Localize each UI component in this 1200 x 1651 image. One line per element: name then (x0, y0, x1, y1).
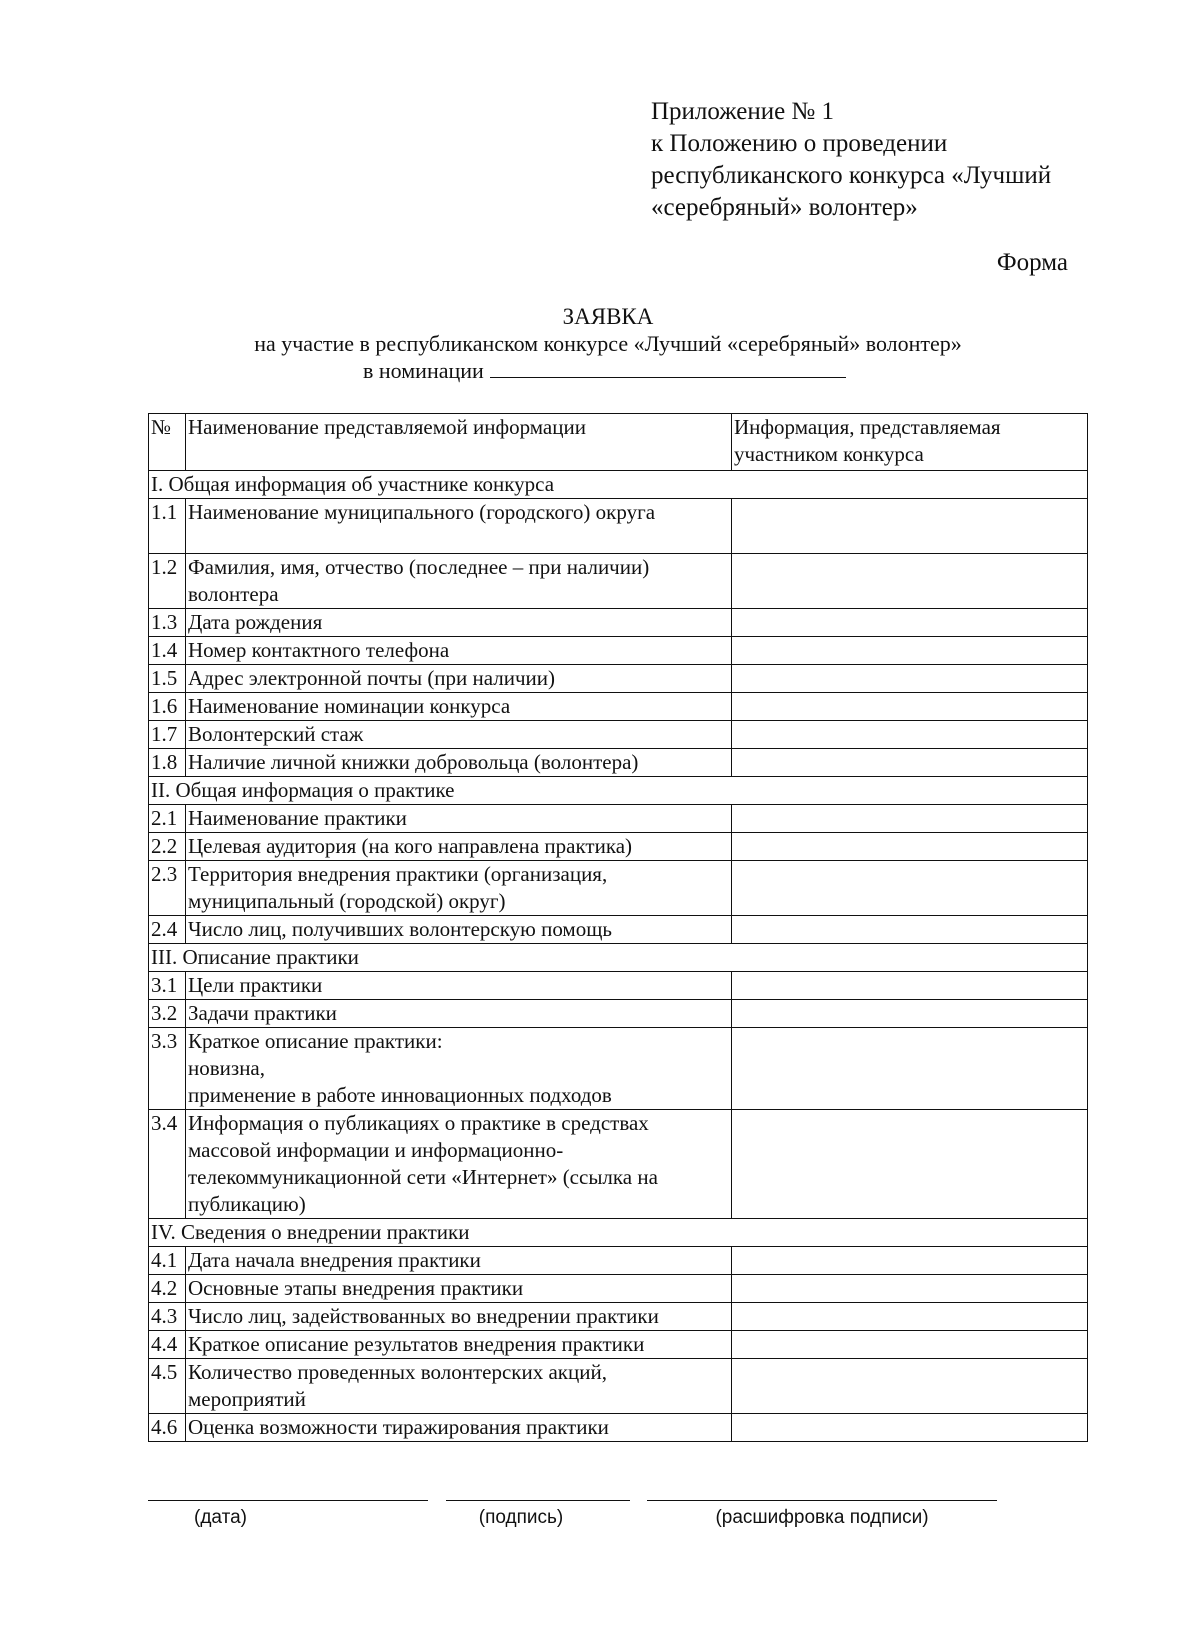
row-value-cell[interactable] (732, 693, 1088, 721)
row-label: Информация о публикациях о практике в средствах массовой информации и информационно-телекоммуникационной сети «Интернет» (ссылка на публикацию) (186, 1110, 732, 1219)
application-table (148, 413, 1088, 1442)
row-number: 1.2 (149, 554, 186, 609)
row-value-cell[interactable] (732, 1331, 1088, 1359)
row-number: 4.5 (149, 1359, 186, 1414)
row-value-cell[interactable] (732, 805, 1088, 833)
table-row (149, 637, 1088, 665)
table-body (149, 471, 1088, 1442)
row-value-cell[interactable] (732, 609, 1088, 637)
row-number: 4.3 (149, 1303, 186, 1331)
row-value-cell[interactable] (732, 1000, 1088, 1028)
table-row (149, 499, 1088, 554)
row-label: Дата рождения (186, 609, 732, 637)
header-num: № (149, 414, 186, 471)
row-value-cell[interactable] (732, 1303, 1088, 1331)
row-value-cell[interactable] (732, 721, 1088, 749)
row-label: Краткое описание результатов внедрения практики (186, 1331, 732, 1359)
row-value-cell[interactable] (732, 749, 1088, 777)
row-label: Территория внедрения практики (организация, муниципальный (городской) округ) (186, 861, 732, 916)
date-line[interactable] (148, 1500, 428, 1501)
date-caption: (дата) (194, 1507, 247, 1528)
row-number: 4.2 (149, 1275, 186, 1303)
row-number: 1.5 (149, 665, 186, 693)
table-row (149, 916, 1088, 944)
table-row (149, 1359, 1088, 1414)
row-number: 3.1 (149, 972, 186, 1000)
table-row (149, 749, 1088, 777)
appendix-line: к Положению о проведении (651, 130, 948, 157)
table-row (149, 1275, 1088, 1303)
row-number: 2.1 (149, 805, 186, 833)
row-number: 2.2 (149, 833, 186, 861)
row-label: Наименование муниципального (городского) округа (186, 499, 732, 554)
row-number: 4.1 (149, 1247, 186, 1275)
section-row (149, 471, 1088, 499)
row-label: Фамилия, имя, отчество (последнее – при наличии) волонтера (186, 554, 732, 609)
row-value-cell[interactable] (732, 665, 1088, 693)
row-value-cell[interactable] (732, 554, 1088, 609)
row-label: Номер контактного телефона (186, 637, 732, 665)
row-number: 3.4 (149, 1110, 186, 1219)
row-label: Целевая аудитория (на кого направлена практика) (186, 833, 732, 861)
table-row (149, 554, 1088, 609)
section-row (149, 777, 1088, 805)
table-row (149, 1000, 1088, 1028)
row-number: 4.4 (149, 1331, 186, 1359)
nomination-label: в номинации (363, 358, 484, 383)
row-number: 3.2 (149, 1000, 186, 1028)
table-row (149, 805, 1088, 833)
row-number: 3.3 (149, 1028, 186, 1110)
row-number: 4.6 (149, 1414, 186, 1442)
row-value-cell[interactable] (732, 499, 1088, 554)
appendix-line: «серебряный» волонтер» (651, 194, 918, 221)
row-label: Наименование номинации конкурса (186, 693, 732, 721)
row-value-cell[interactable] (732, 833, 1088, 861)
row-label: Краткое описание практики: новизна, применение в работе инновационных подходов (186, 1028, 732, 1110)
signature-caption: (подпись) (478, 1507, 564, 1528)
row-number: 1.3 (149, 609, 186, 637)
row-value-cell[interactable] (732, 1359, 1088, 1414)
table-row (149, 1331, 1088, 1359)
table-row (149, 972, 1088, 1000)
row-number: 1.6 (149, 693, 186, 721)
table-row (149, 665, 1088, 693)
row-label: Число лиц, задействованных во внедрении практики (186, 1303, 732, 1331)
row-label: Наличие личной книжки добровольца (волонтера) (186, 749, 732, 777)
table-header-row (149, 414, 1088, 471)
form-label: Форма (996, 249, 1068, 276)
row-label: Адрес электронной почты (при наличии) (186, 665, 732, 693)
document-title: ЗАЯВКА (562, 304, 654, 329)
table-row (149, 1414, 1088, 1442)
row-label: Цели практики (186, 972, 732, 1000)
row-label: Основные этапы внедрения практики (186, 1275, 732, 1303)
table-row (149, 1303, 1088, 1331)
section-title: IV. Сведения о внедрении практики (149, 1219, 1088, 1247)
row-value-cell[interactable] (732, 1414, 1088, 1442)
section-title: II. Общая информация о практике (149, 777, 1088, 805)
row-number: 1.7 (149, 721, 186, 749)
table-row (149, 1247, 1088, 1275)
table-row (149, 609, 1088, 637)
row-number: 1.1 (149, 499, 186, 554)
row-label: Число лиц, получивших волонтерскую помощь (186, 916, 732, 944)
table-row (149, 693, 1088, 721)
table-row (149, 861, 1088, 916)
row-value-cell[interactable] (732, 1110, 1088, 1219)
row-value-cell[interactable] (732, 1247, 1088, 1275)
header-name: Наименование представляемой информации (186, 414, 732, 471)
row-number: 2.4 (149, 916, 186, 944)
table-row (149, 833, 1088, 861)
table-row (149, 1110, 1088, 1219)
row-label: Оценка возможности тиражирования практики (186, 1414, 732, 1442)
table-row (149, 721, 1088, 749)
section-row (149, 1219, 1088, 1247)
row-label: Дата начала внедрения практики (186, 1247, 732, 1275)
header-value: Информация, представляемая участником конкурса (732, 414, 1088, 471)
row-label: Задачи практики (186, 1000, 732, 1028)
appendix-line: Приложение № 1 (651, 98, 835, 125)
row-value-cell[interactable] (732, 916, 1088, 944)
signature-decoding-caption: (расшифровка подписи) (715, 1507, 929, 1528)
section-row (149, 944, 1088, 972)
appendix-header (651, 96, 1121, 224)
nomination-blank-field[interactable] (490, 357, 846, 378)
row-value-cell[interactable] (732, 1028, 1088, 1110)
row-value-cell[interactable] (732, 861, 1088, 916)
row-label: Волонтерский стаж (186, 721, 732, 749)
row-value-cell[interactable] (732, 972, 1088, 1000)
nomination-line (363, 357, 846, 384)
signature-decoding-line[interactable] (647, 1500, 997, 1501)
document-subtitle: на участие в республиканском конкурсе «Лучший «серебряный» волонтер» (254, 331, 962, 356)
row-value-cell[interactable] (732, 1275, 1088, 1303)
row-number: 2.3 (149, 861, 186, 916)
row-number: 1.4 (149, 637, 186, 665)
section-title: III. Описание практики (149, 944, 1088, 972)
table-row (149, 1028, 1088, 1110)
appendix-line: республиканского конкурса «Лучший (651, 162, 1052, 189)
row-number: 1.8 (149, 749, 186, 777)
row-label: Наименование практики (186, 805, 732, 833)
row-label: Количество проведенных волонтерских акций, мероприятий (186, 1359, 732, 1414)
row-value-cell[interactable] (732, 637, 1088, 665)
signature-line[interactable] (446, 1500, 630, 1501)
section-title: I. Общая информация об участнике конкурса (149, 471, 1088, 499)
